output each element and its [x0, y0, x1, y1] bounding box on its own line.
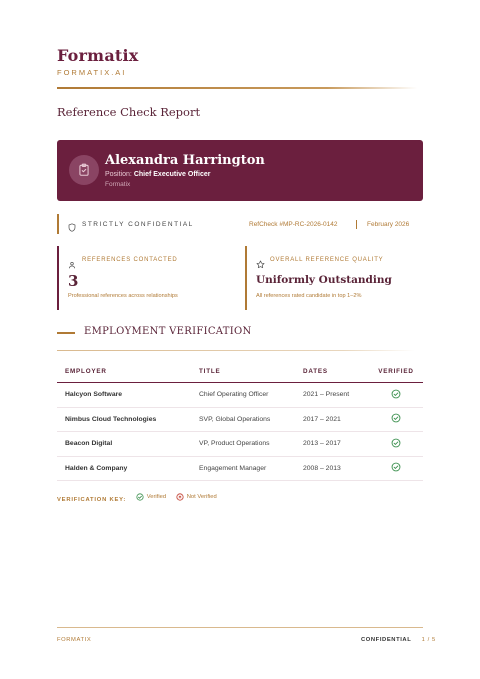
footer-confidential: CONFIDENTIAL — [361, 637, 412, 643]
clipboard-check-icon — [69, 155, 99, 185]
card-accent — [57, 246, 59, 310]
table-header-row — [57, 360, 423, 383]
references-contacted-card — [57, 246, 227, 310]
col-employer: EMPLOYER — [57, 360, 191, 383]
card-accent — [245, 246, 247, 310]
brand-domain: FORMATIX.AI — [57, 68, 127, 77]
dates-cell: 2013 – 2017 — [295, 432, 369, 457]
check-circle-icon — [391, 413, 401, 423]
employer-cell: Halden & Company — [57, 456, 191, 481]
star-icon — [256, 256, 265, 274]
report-date: February 2026 — [367, 221, 410, 228]
verified-cell — [369, 432, 423, 457]
verification-key — [57, 493, 217, 503]
verified-cell — [369, 456, 423, 481]
employer-cell: Beacon Digital — [57, 432, 191, 457]
candidate-name: Alexandra Harrington — [105, 153, 265, 168]
confidential-label: STRICTLY CONFIDENTIAL — [82, 221, 194, 228]
table-row — [57, 432, 423, 457]
employer-cell: Halcyon Software — [57, 383, 191, 408]
confidential-accent — [57, 214, 59, 234]
confidential-separator — [356, 220, 357, 229]
dates-cell: 2017 – 2021 — [295, 407, 369, 432]
check-circle-icon — [391, 389, 401, 399]
section-title: EMPLOYMENT VERIFICATION — [84, 326, 252, 337]
brand-name: Formatix — [57, 46, 139, 65]
dates-cell: 2021 – Present — [295, 383, 369, 408]
references-desc: Professional references across relationships — [68, 293, 178, 299]
references-label: REFERENCES CONTACTED — [82, 257, 178, 263]
col-dates: DATES — [295, 360, 369, 383]
key-verified-label: Verified — [146, 494, 167, 500]
reference-quality-card — [245, 246, 423, 310]
table-row — [57, 407, 423, 432]
key-verified — [136, 493, 166, 501]
document-header — [57, 46, 423, 77]
title-cell: Chief Operating Officer — [191, 383, 295, 408]
verified-cell — [369, 383, 423, 408]
key-not-verified — [176, 493, 217, 501]
report-title: Reference Check Report — [57, 105, 201, 119]
key-label: VERIFICATION KEY: — [57, 497, 127, 503]
shield-icon — [68, 219, 76, 237]
employment-table — [57, 360, 423, 481]
dates-cell: 2008 – 2013 — [295, 456, 369, 481]
title-cell: SVP, Global Operations — [191, 407, 295, 432]
employer-cell: Nimbus Cloud Technologies — [57, 407, 191, 432]
check-circle-icon — [391, 462, 401, 472]
position-label: Position: — [105, 171, 132, 178]
check-circle-icon — [136, 493, 144, 501]
reference-number: RefCheck #MP-RC-2026-0142 — [249, 221, 338, 228]
section-divider — [57, 350, 415, 351]
quality-label: OVERALL REFERENCE QUALITY — [270, 257, 384, 263]
candidate-company: Formatix — [105, 181, 131, 188]
header-divider — [57, 87, 417, 89]
title-cell: VP, Product Operations — [191, 432, 295, 457]
col-title: TITLE — [191, 360, 295, 383]
candidate-position-line — [105, 171, 210, 178]
confidential-bar — [57, 214, 423, 234]
candidate-position: Chief Executive Officer — [133, 171, 211, 178]
candidate-banner — [57, 140, 423, 201]
x-circle-icon — [176, 493, 184, 501]
quality-desc: All references rated candidate in top 1–2% — [256, 293, 362, 299]
quality-value: Uniformly Outstanding — [256, 274, 392, 286]
col-verified: VERIFIED — [369, 360, 423, 383]
section-accent-line — [57, 332, 75, 334]
key-not-verified-label: Not Verified — [186, 494, 217, 500]
verified-cell — [369, 407, 423, 432]
table-row — [57, 456, 423, 481]
footer-meta — [361, 637, 436, 643]
title-cell: Engagement Manager — [191, 456, 295, 481]
check-circle-icon — [391, 438, 401, 448]
footer-divider — [57, 627, 423, 628]
table-row — [57, 383, 423, 408]
references-count: 3 — [68, 272, 79, 290]
page-number: 1 / 5 — [421, 637, 436, 643]
footer-brand: FORMATIX — [57, 637, 92, 643]
